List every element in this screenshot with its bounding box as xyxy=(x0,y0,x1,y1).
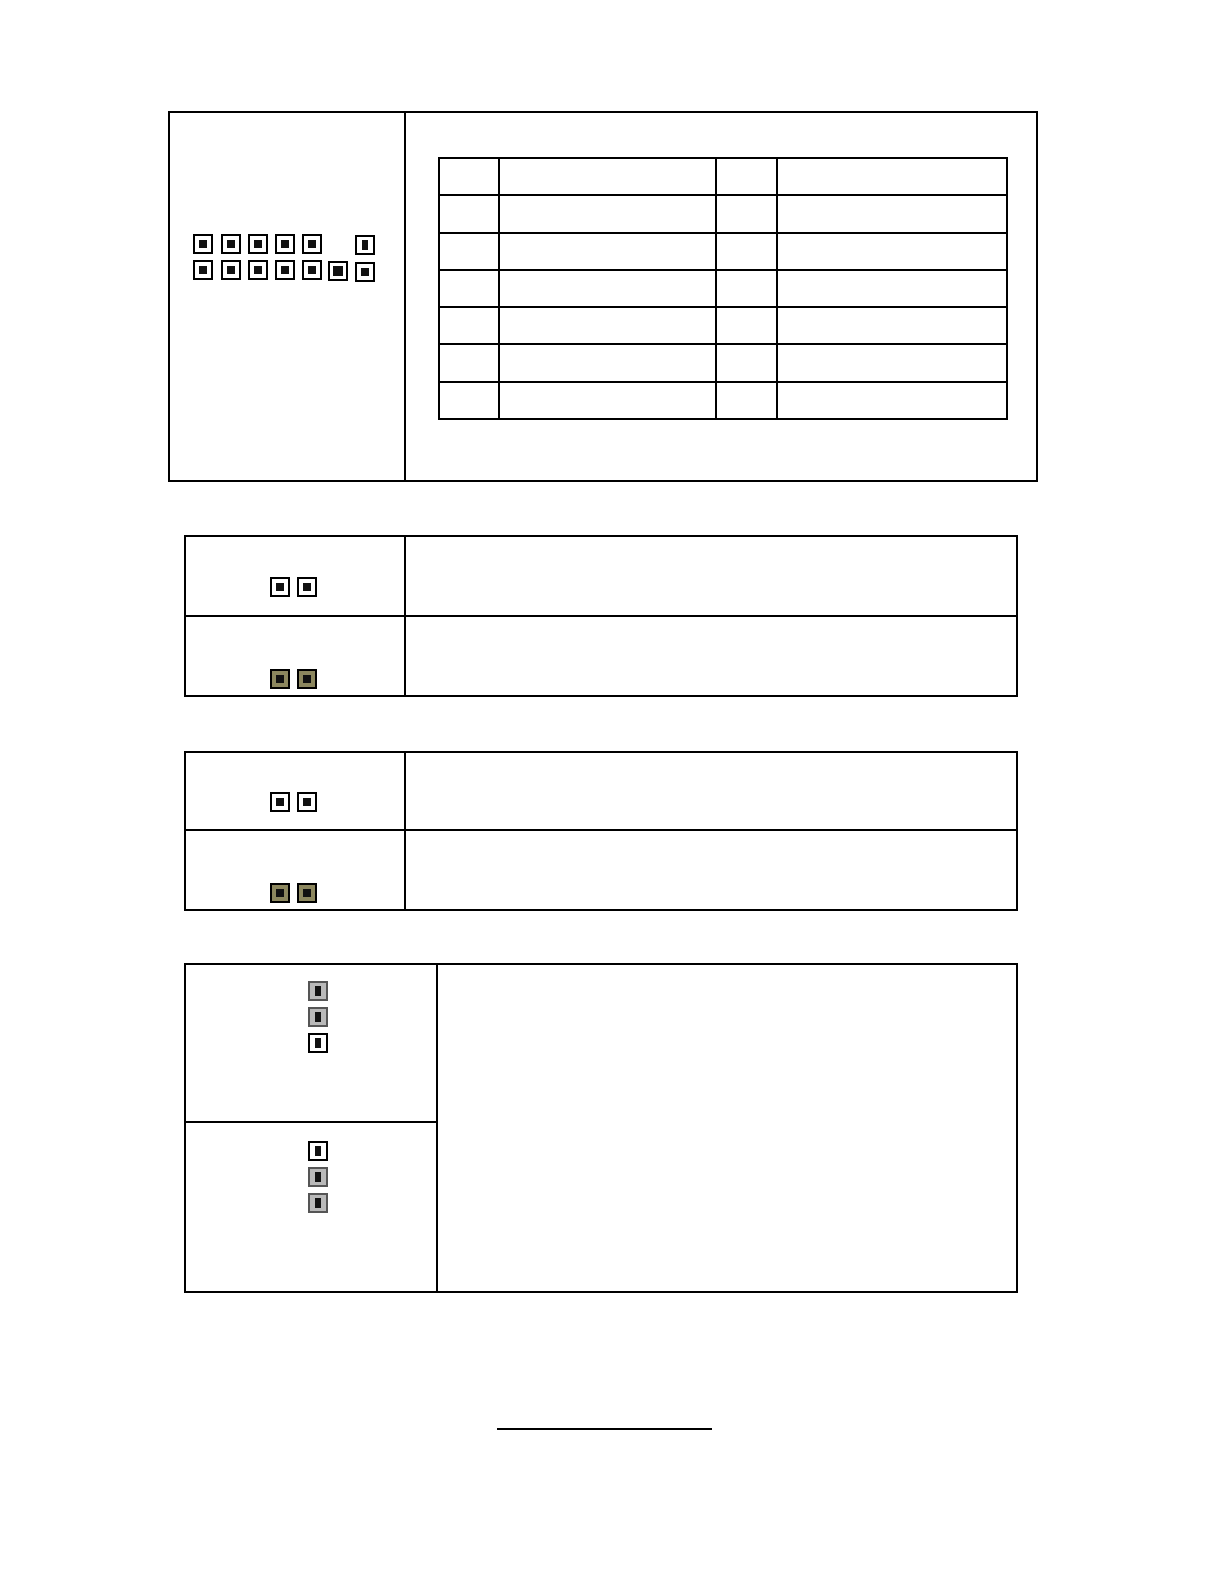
pin-number-cell xyxy=(439,270,499,307)
header-pin xyxy=(355,235,375,255)
pin-number-cell xyxy=(439,307,499,344)
jumper-b-divider xyxy=(404,751,406,911)
signal-name-cell xyxy=(499,307,716,344)
pin-number-cell xyxy=(716,195,777,232)
jumper-c-pin xyxy=(308,1033,328,1053)
connector-divider xyxy=(404,111,406,482)
jumper-c-pin-2-3-selected xyxy=(308,1167,328,1187)
signal-name-cell xyxy=(777,307,1007,344)
signal-name-cell xyxy=(777,158,1007,195)
table-row xyxy=(439,382,1007,419)
footer-rule xyxy=(497,1428,712,1430)
jumper-a-closed-pin xyxy=(297,669,317,689)
jumper-a-open-pin xyxy=(270,577,290,597)
pin-number-cell xyxy=(716,158,777,195)
signal-name-cell xyxy=(499,195,716,232)
jumper-b-open-pin xyxy=(297,792,317,812)
header-pin xyxy=(221,234,241,254)
table-row xyxy=(439,195,1007,232)
pin-number-cell xyxy=(439,195,499,232)
header-pin xyxy=(193,260,213,280)
jumper-c-pin-2-3-selected xyxy=(308,1193,328,1213)
jumper-b-closed-pin xyxy=(297,883,317,903)
jumper-a-row-divider xyxy=(184,615,1018,617)
signal-name-cell xyxy=(777,270,1007,307)
jumper-c-pin-1-2-selected xyxy=(308,1007,328,1027)
table-row xyxy=(439,307,1007,344)
signal-name-cell xyxy=(777,233,1007,270)
jumper-b-row-divider xyxy=(184,829,1018,831)
pin-number-cell xyxy=(439,382,499,419)
jumper-a-open-pin xyxy=(297,577,317,597)
signal-name-cell xyxy=(499,382,716,419)
header-pin xyxy=(193,234,213,254)
pin-number-cell xyxy=(716,233,777,270)
jumper-c-divider xyxy=(436,963,438,1293)
header-pin xyxy=(275,234,295,254)
pin-number-cell xyxy=(439,158,499,195)
signal-name-cell xyxy=(499,344,716,381)
signal-name-cell xyxy=(777,195,1007,232)
table-row xyxy=(439,270,1007,307)
table-row xyxy=(439,344,1007,381)
pin-assignment-table xyxy=(438,157,1008,420)
jumper-a-closed-pin xyxy=(270,669,290,689)
pin-number-cell xyxy=(716,382,777,419)
signal-name-cell xyxy=(499,158,716,195)
signal-name-cell xyxy=(499,270,716,307)
jumper-b-open-pin xyxy=(270,792,290,812)
table-row xyxy=(439,233,1007,270)
jumper-b-closed-pin xyxy=(270,883,290,903)
header-pin xyxy=(248,234,268,254)
header-pin xyxy=(302,234,322,254)
table-row xyxy=(439,158,1007,195)
header-pin xyxy=(221,260,241,280)
signal-name-cell xyxy=(777,344,1007,381)
header-pin xyxy=(355,262,375,282)
pin-number-cell xyxy=(716,307,777,344)
signal-name-cell xyxy=(499,233,716,270)
pin-number-cell xyxy=(439,233,499,270)
pin-number-cell xyxy=(716,344,777,381)
pin-number-cell xyxy=(439,344,499,381)
header-pin-key xyxy=(328,261,348,281)
pin-number-cell xyxy=(716,270,777,307)
jumper-c-row-divider xyxy=(184,1121,438,1123)
header-pin xyxy=(275,260,295,280)
jumper-c-pin xyxy=(308,1141,328,1161)
header-pin xyxy=(248,260,268,280)
jumper-c-pin-1-2-selected xyxy=(308,981,328,1001)
signal-name-cell xyxy=(777,382,1007,419)
header-pin xyxy=(302,260,322,280)
